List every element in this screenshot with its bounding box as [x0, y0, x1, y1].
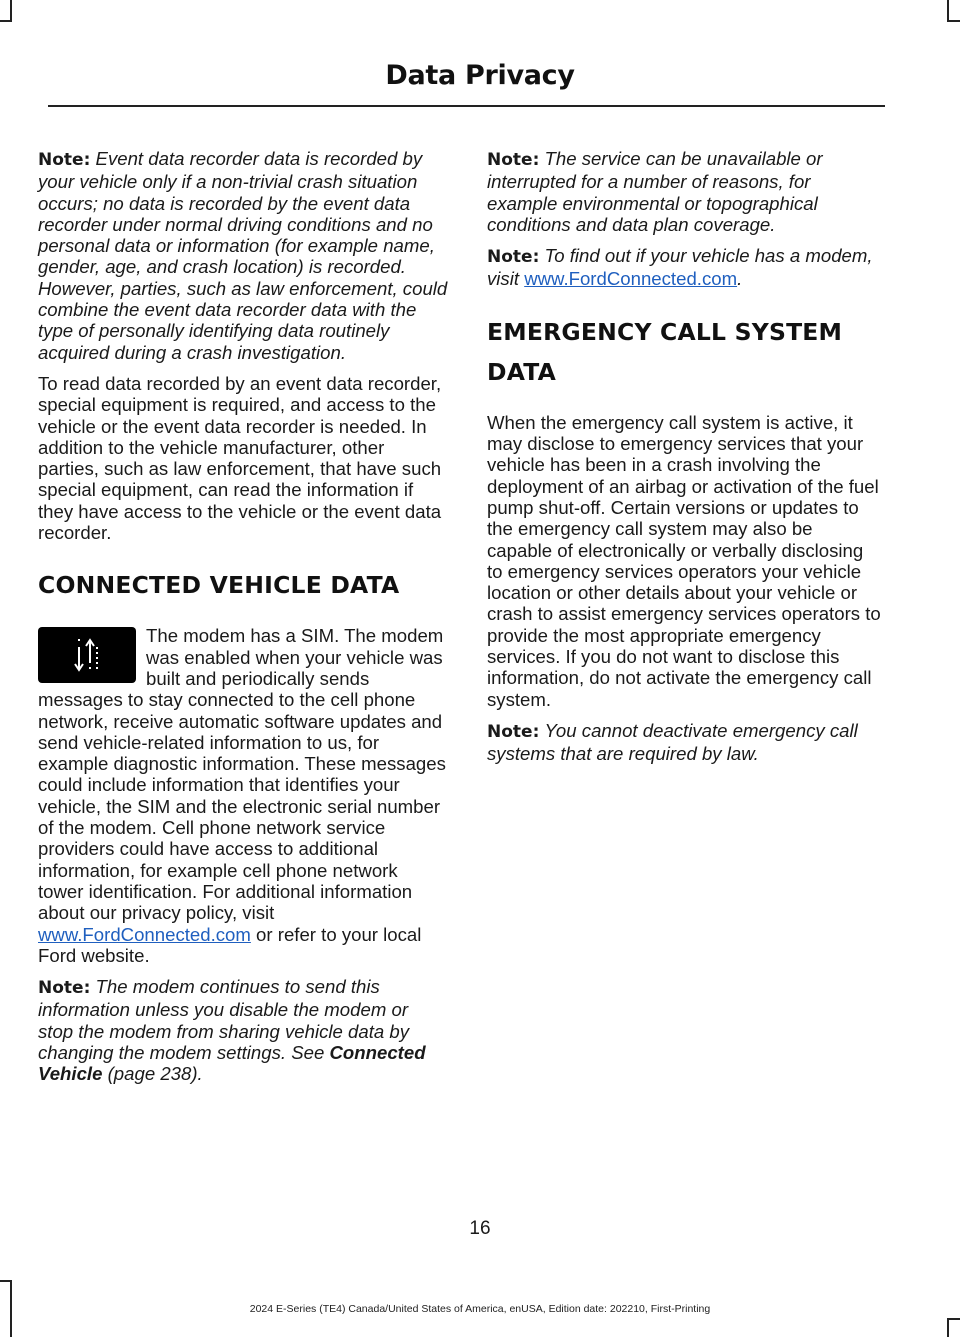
crop-mark-top-left-h: [0, 20, 12, 22]
crop-mark-bottom-right-h: [947, 1318, 960, 1320]
note-end: .: [737, 268, 743, 290]
page-number: 16: [469, 1218, 491, 1239]
note-find-modem: [487, 245, 882, 290]
paragraph-modem-end: or refer to your local Ford website.: [38, 923, 422, 966]
note-modem-continues: [38, 976, 448, 1084]
crop-mark-top-left-v: [10, 0, 12, 22]
paragraph-emergency-call: When the emergency call system is active, it may disclose to emergency services that your vehicle has been in a crash involving the deployment of an airbag or activation of the fuel pump shut-off. Certain versions or updates to the emergency call system may also be capable of electronically or verbally disclosing to emergency services operators your vehicle location or other details about your vehicle or crash to assist emergency services operators to provide the most appropriate emergency services. If you do not want to disclose this information, do not activate the emergency call system.: [487, 411, 881, 710]
modem-data-transfer-icon-graphic: [38, 627, 136, 683]
paragraph-modem: [38, 625, 448, 966]
header-rule: [48, 105, 885, 107]
paragraph-modem-text: The modem has a SIM. The modem was enabled when your vehicle was built and periodically sends messages to stay connected to the cell phone network, receive automatic software updates and send vehicle-related information to us, for example diagnostic information. These messages could include information that identifies your vehicle, the SIM and the electronic serial number of the modem. Cell phone network service providers could have access to additional information, for example cell phone network tower identification. For additional information about our privacy policy, visit: [38, 625, 446, 924]
heading-connected-vehicle-data: CONNECTED VEHICLE DATA: [38, 571, 400, 600]
ford-connected-link[interactable]: www.FordConnected.com: [38, 923, 251, 945]
heading-emergency-call-system-data: [487, 312, 882, 392]
note-label: Note:: [38, 150, 91, 170]
note-text: The service can be unavailable or interrupted for a number of reasons, for example environmental or topographical conditions and data plan coverage.: [487, 148, 823, 235]
note-text: To find out if your vehicle has a modem, visit: [487, 245, 873, 290]
footer-edition-info: 2024 E-Series (TE4) Canada/United States of America, enUSA, Edition date: 202210, First-Printing: [249, 1303, 711, 1315]
note-label: Note:: [487, 721, 540, 742]
note-event-data-recorder: [38, 148, 448, 363]
note-text: You cannot deactivate emergency call systems that are required by law.: [487, 719, 858, 765]
note-label: Note:: [38, 978, 91, 999]
note-label: Note:: [487, 150, 540, 170]
modem-data-transfer-icon: [38, 627, 136, 683]
ford-connected-link[interactable]: www.FordConnected.com: [524, 268, 738, 290]
note-service-unavailable: [487, 148, 882, 235]
connected-vehicle-reference-link[interactable]: Connected Vehicle: [38, 1041, 426, 1085]
heading-line-2: DATA: [487, 357, 557, 386]
crop-mark-top-right-h: [947, 20, 960, 22]
crop-mark-bottom-right-v: [947, 1318, 949, 1337]
crop-mark-top-right-v: [947, 0, 949, 22]
note-cannot-deactivate: [487, 720, 882, 765]
crop-mark-bottom-left-h: [0, 1280, 12, 1282]
right-column: [487, 148, 882, 775]
note-label: Note:: [487, 247, 540, 268]
page-reference: (page 238).: [102, 1063, 203, 1085]
left-column: [38, 148, 448, 1095]
note-text: Event data recorder data is recorded by your vehicle only if a non-trivial crash situation occurs; no data is recorded by the event data recorder under normal driving conditions and no personal data or information (for example name, gender, age, and crash location) is recorded. However, parties, such as law enforcement, could combine the event data recorder data with the type of personally identifying data routinely acquired during a crash investigation.: [38, 148, 448, 363]
note-text: The modem continues to send this information unless you disable the modem or stop the modem from sharing vehicle data by changing the modem settings. See: [38, 976, 410, 1063]
page-title: Data Privacy: [385, 60, 575, 91]
heading-line-1: EMERGENCY CALL SYSTEM: [487, 317, 843, 346]
paragraph-read-data: To read data recorded by an event data recorder, special equipment is required, and access to the vehicle or the event data recorder is needed. In addition to the vehicle manufacturer, other parties, such as law enforcement, that have such special equipment, can read the information if they have access to the vehicle or the event data recorder.: [38, 372, 442, 544]
